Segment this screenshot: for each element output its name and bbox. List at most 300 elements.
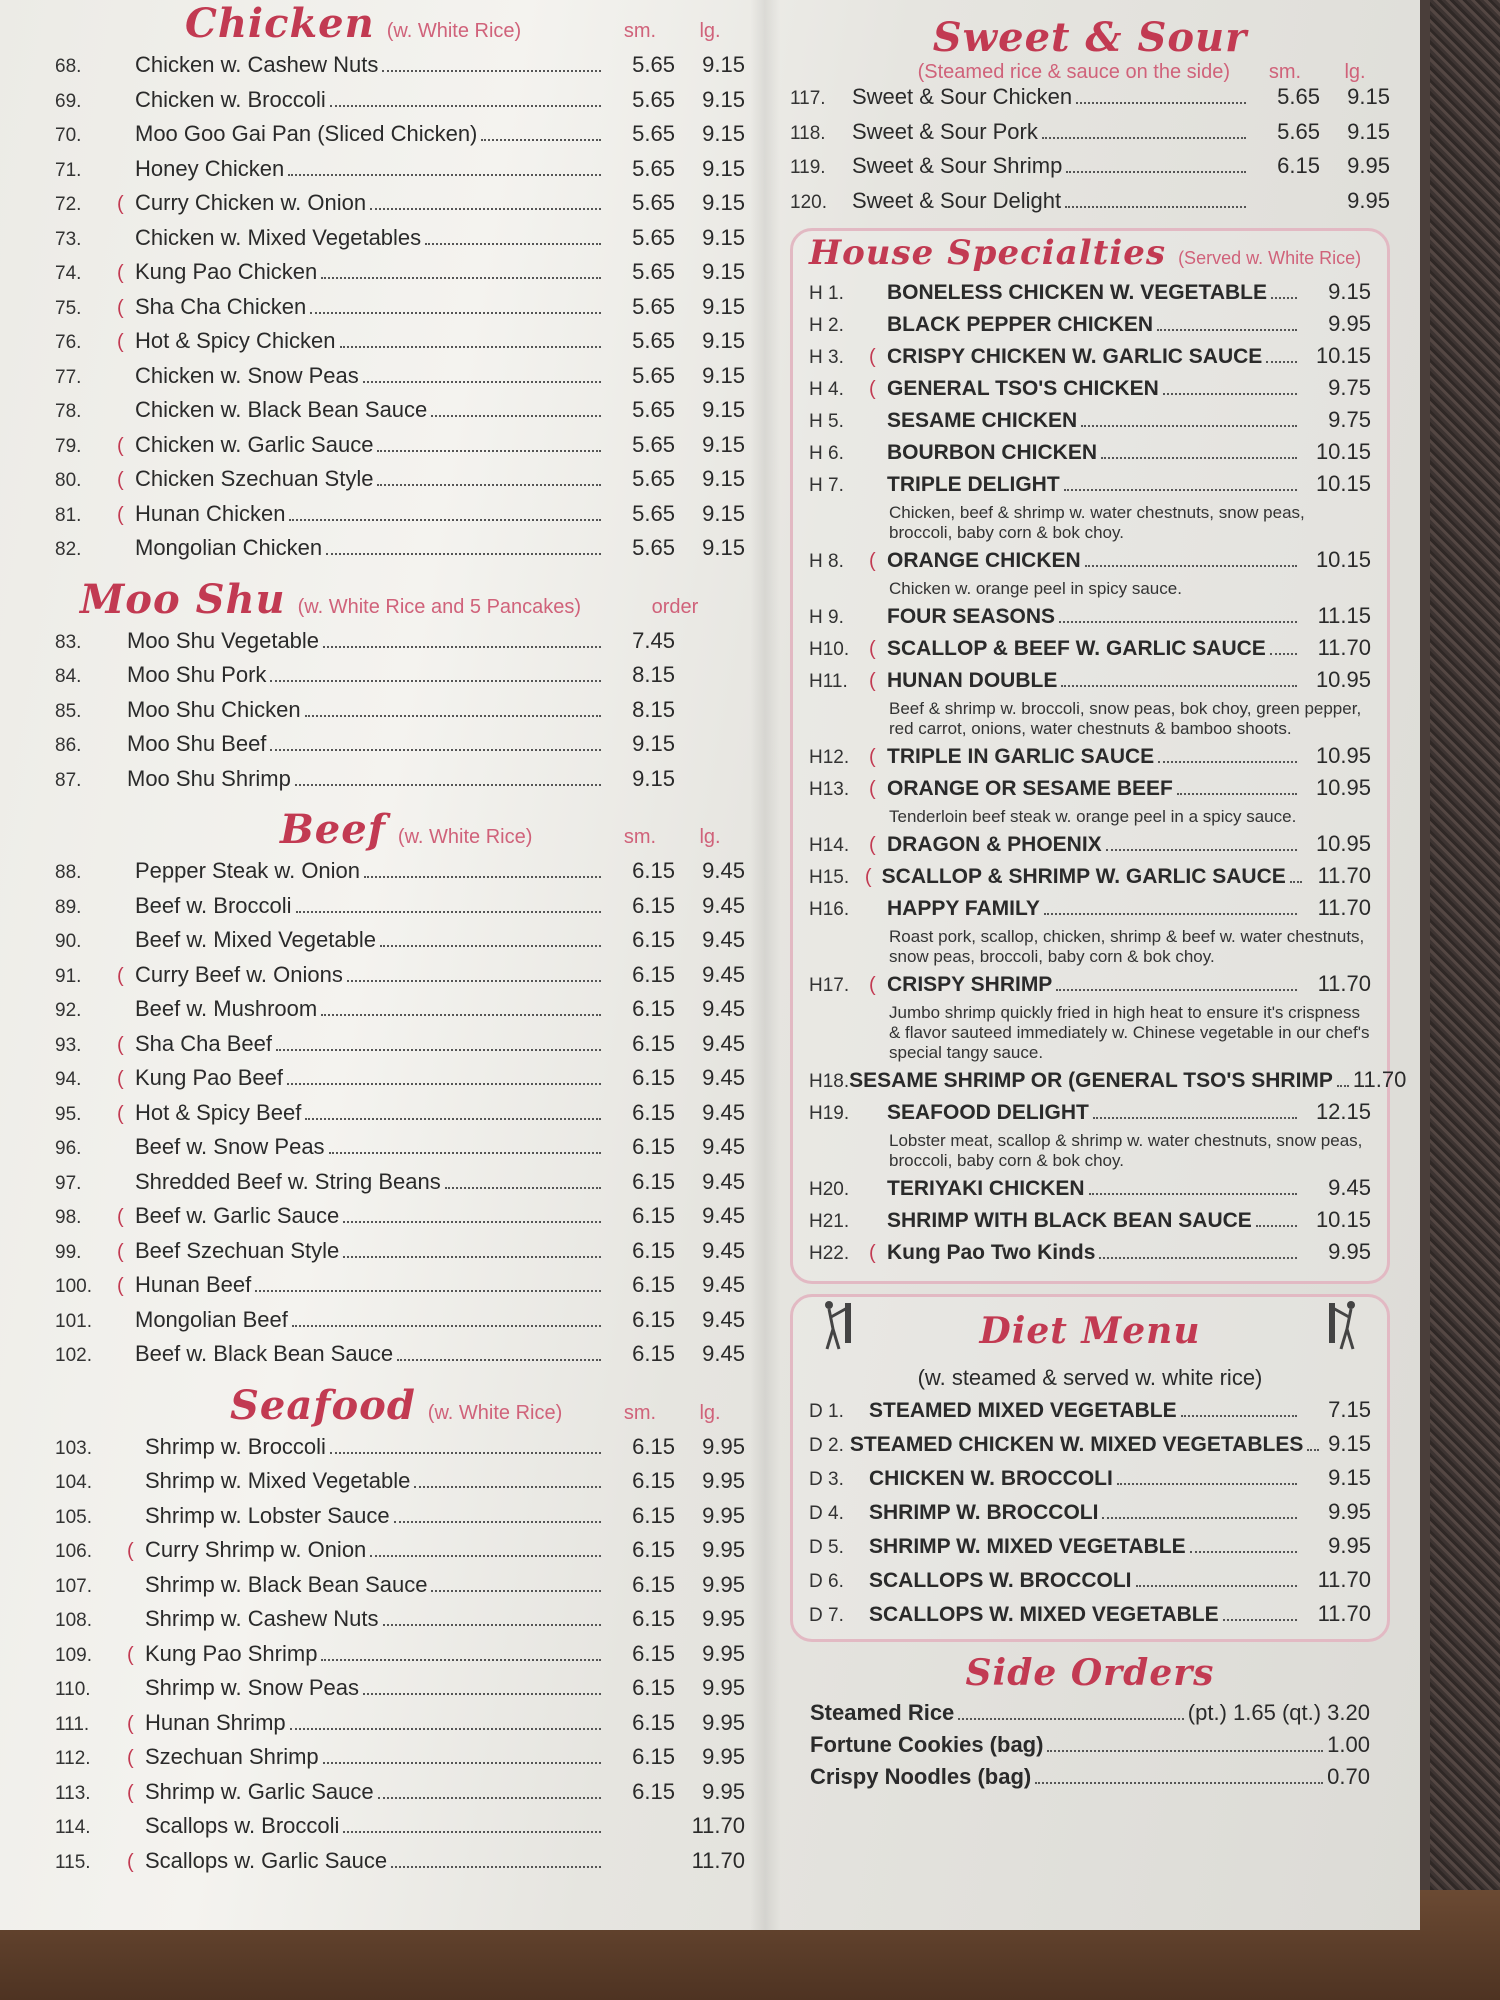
item-number: 113.	[55, 1782, 91, 1804]
item-number: H 5.	[809, 411, 844, 432]
menu-item	[55, 1710, 745, 1745]
item-number: H20.	[809, 1179, 850, 1200]
price-large: 9.45	[702, 1306, 745, 1332]
section-header	[55, 806, 745, 858]
spicy-icon: (	[127, 1747, 134, 1769]
section-header	[55, 576, 745, 628]
price-small: 5.65	[632, 328, 675, 353]
house-specialties-list	[809, 279, 1407, 1271]
price-large: 9.45	[702, 1099, 745, 1125]
item-number: 88.	[55, 862, 82, 883]
price-small: 5.65	[632, 190, 675, 215]
section-header	[55, 0, 745, 52]
item-description: Chicken, beef & shrimp w. water chestnuts, snow peas, broccoli, baby corn & bok choy.	[889, 503, 1305, 542]
price-small: 6.15	[632, 1606, 675, 1631]
dot-leader	[296, 911, 601, 913]
item-name: SHRIMP W. BROCCOLI	[869, 1501, 1099, 1524]
item-name: Sha Cha Beef	[135, 1030, 272, 1056]
item-name: Beef w. Snow Peas	[135, 1134, 325, 1159]
side-order-item	[810, 1732, 1370, 1764]
item-price: 10.15	[1315, 547, 1371, 572]
item-number: 108.	[55, 1610, 92, 1631]
item-name: SESAME SHRIMP OR (GENERAL TSO'S SHRIMP	[849, 1069, 1333, 1092]
item-number: 93.	[55, 1034, 82, 1056]
item-price: 9.15	[1328, 1431, 1371, 1456]
menu-item	[790, 153, 1390, 188]
item-price: 11.70	[1317, 1601, 1371, 1626]
price-small: 6.15	[632, 1744, 675, 1769]
item-name: Mongolian Beef	[135, 1306, 288, 1332]
menu-item	[809, 1533, 1371, 1567]
spicy-icon: (	[117, 1033, 124, 1056]
item-number: D 5.	[809, 1537, 844, 1558]
price-small: 6.15	[632, 892, 675, 918]
dot-leader	[321, 277, 601, 279]
dot-leader	[1061, 685, 1297, 687]
price-large: 9.95	[702, 1468, 745, 1493]
section-note: (Steamed rice & sauce on the side)	[917, 61, 1230, 83]
menu-item	[55, 466, 745, 501]
spicy-icon: (	[869, 550, 876, 572]
col-lg: lg.	[1344, 61, 1366, 83]
price-large: 9.95	[702, 1744, 745, 1769]
section-title: Moo Shu	[80, 575, 286, 623]
price-large: 9.15	[702, 397, 745, 422]
item-price: 9.95	[1328, 311, 1371, 336]
menu-item	[55, 52, 745, 87]
menu-item	[55, 1307, 745, 1342]
dot-leader	[343, 1221, 601, 1223]
price-small: 6.15	[632, 1571, 675, 1597]
spicy-icon: (	[117, 296, 124, 319]
dot-leader	[323, 1762, 601, 1764]
item-name: Mongolian Chicken	[135, 535, 323, 560]
item-name: FOUR SEASONS	[887, 605, 1056, 628]
menu-item	[55, 1065, 745, 1100]
col-sm: sm.	[623, 826, 657, 848]
spicy-icon: (	[127, 1712, 134, 1735]
dot-leader	[287, 1083, 601, 1085]
price-large: 9.45	[702, 1168, 745, 1194]
price-small: 6.15	[632, 1640, 675, 1666]
price-small: 5.65	[632, 259, 675, 284]
spicy-icon: (	[869, 746, 876, 768]
item-name: Moo Shu Shrimp	[127, 765, 291, 791]
item-name: Curry Chicken w. Onion	[135, 190, 367, 215]
price-large: 9.95	[1347, 153, 1390, 178]
item-price: 11.70	[1352, 1067, 1407, 1092]
menu-item	[809, 1099, 1371, 1131]
dot-leader	[1064, 489, 1297, 491]
section-title: Side Orders	[965, 1652, 1215, 1694]
item-number: D 3.	[809, 1469, 844, 1490]
price-large: 9.15	[1347, 84, 1390, 109]
item-name: CRISPY SHRIMP	[887, 973, 1053, 996]
dot-leader	[431, 415, 601, 417]
item-price: 10.95	[1315, 775, 1371, 800]
item-number: 114.	[55, 1817, 91, 1838]
menu-item	[55, 1503, 745, 1538]
dot-leader	[394, 1521, 601, 1523]
item-name: Kung Pao Shrimp	[145, 1640, 318, 1666]
spicy-icon: (	[869, 378, 876, 400]
spicy-icon: (	[869, 638, 876, 660]
item-number: 120.	[790, 191, 827, 213]
menu-item	[55, 1813, 745, 1848]
spicy-icon: (	[869, 670, 876, 692]
item-number: 91.	[55, 965, 82, 987]
item-number: H13.	[809, 779, 850, 800]
item-name: Chicken w. Broccoli	[135, 86, 326, 112]
menu-item	[55, 662, 675, 697]
item-name: SCALLOPS W. MIXED VEGETABLE	[869, 1603, 1219, 1626]
item-name: Chicken w. Snow Peas	[135, 362, 359, 388]
item-number: 102.	[55, 1345, 92, 1366]
dot-leader	[481, 139, 601, 141]
dot-leader	[1223, 1619, 1297, 1621]
item-name: Beef w. Black Bean Sauce	[135, 1341, 394, 1366]
menu-item	[809, 439, 1371, 471]
sweet-sour-list	[790, 84, 1390, 222]
price-large: 9.45	[702, 1237, 745, 1263]
section-title: House Specialties	[809, 233, 1167, 273]
menu-item	[809, 743, 1371, 775]
price-small: 5.65	[632, 224, 675, 250]
item-name: Hunan Beef	[135, 1272, 252, 1297]
item-name: Fortune Cookies (bag)	[810, 1732, 1044, 1757]
price-large: 9.45	[702, 1134, 745, 1159]
item-number: 68.	[55, 56, 82, 77]
spicy-icon: (	[117, 1240, 124, 1263]
item-name: SESAME CHICKEN	[887, 409, 1078, 432]
menu-item	[790, 119, 1390, 154]
menu-item	[55, 1537, 745, 1572]
dot-leader	[289, 519, 601, 521]
item-name: TRIPLE DELIGHT	[887, 473, 1060, 496]
item-name: Beef w. Garlic Sauce	[135, 1203, 340, 1228]
dot-leader	[382, 70, 601, 72]
price-large: 9.95	[702, 1433, 745, 1459]
dot-leader	[425, 243, 601, 245]
item-number: 95.	[55, 1103, 82, 1125]
item-price: 11.70	[1317, 635, 1371, 660]
section-header	[790, 14, 1390, 84]
item-name: Crispy Noodles (bag)	[810, 1764, 1032, 1789]
dot-leader	[330, 1452, 601, 1454]
item-description: Tenderloin beef steak w. orange peel in a spicy sauce.	[889, 807, 1297, 826]
item-number: 117.	[790, 88, 826, 109]
item-price: 0.70	[1327, 1764, 1370, 1789]
section-note: (w. White Rice)	[397, 826, 533, 848]
item-number: H18.	[809, 1071, 850, 1092]
item-number: 70.	[55, 125, 82, 146]
menu-item	[55, 1675, 745, 1710]
price-large: 9.15	[702, 155, 745, 181]
item-name: Beef w. Mixed Vegetable	[135, 927, 376, 952]
item-number: H 3.	[809, 347, 844, 368]
spicy-icon: (	[869, 974, 876, 996]
price-small: 5.65	[632, 362, 675, 388]
menu-item	[55, 535, 745, 570]
menu-item	[55, 1468, 745, 1503]
price-large: 9.15	[702, 293, 745, 319]
seafood-list	[55, 1434, 745, 1883]
item-number: H10.	[809, 639, 850, 660]
item-number: H12.	[809, 747, 850, 768]
price-large: 9.15	[702, 500, 745, 526]
item-description: Chicken w. orange peel in spicy sauce.	[889, 579, 1182, 598]
item-number: 69.	[55, 90, 82, 112]
price-small: 5.65	[632, 86, 675, 112]
dot-leader	[1044, 913, 1297, 915]
item-name: BLACK PEPPER CHICKEN	[887, 313, 1154, 336]
price-small: 6.15	[632, 1675, 675, 1700]
item-name: Moo Shu Chicken	[127, 696, 301, 722]
dot-leader	[363, 381, 601, 383]
price-large: 9.95	[702, 1675, 745, 1700]
col-order: order	[651, 595, 699, 618]
item-name: HUNAN DOUBLE	[887, 669, 1058, 692]
item-name: ORANGE OR SESAME BEEF	[887, 777, 1173, 800]
col-sm: sm.	[623, 20, 657, 42]
item-number: H 4.	[809, 379, 844, 400]
item-name: Beef w. Mushroom	[135, 996, 318, 1021]
price-large: 9.15	[702, 535, 745, 560]
chicken-list	[55, 52, 745, 570]
menu-item	[55, 328, 745, 363]
price-large: 9.45	[702, 1030, 745, 1056]
section-note: (Served w. White Rice)	[1178, 248, 1362, 268]
menu-item	[55, 628, 675, 663]
price-small: 5.65	[632, 52, 675, 77]
item-name: Curry Shrimp w. Onion	[145, 1537, 367, 1562]
item-number: 86.	[55, 735, 82, 756]
dot-leader	[1106, 849, 1297, 851]
menu-item	[55, 1169, 745, 1204]
dot-leader	[1307, 1449, 1319, 1451]
section-header	[809, 233, 1371, 279]
dot-leader	[1089, 1193, 1297, 1195]
menu-item	[790, 84, 1390, 119]
item-number: 109.	[55, 1644, 92, 1666]
price-large: 9.15	[702, 328, 745, 353]
item-number: 94.	[55, 1069, 82, 1090]
dot-leader	[1190, 1551, 1297, 1553]
item-number: 90.	[55, 931, 82, 952]
item-price: 11.15	[1317, 603, 1371, 628]
item-description: Roast pork, scallop, chicken, shrimp & beef w. water chestnuts, snow peas, broccoli, baby corn & bok choy.	[889, 927, 1365, 966]
spicy-icon: (	[117, 434, 124, 457]
price-large: 9.45	[702, 927, 745, 952]
dot-leader	[1102, 1517, 1297, 1519]
section-header	[790, 1652, 1390, 1700]
section-sweet-sour	[790, 14, 1390, 222]
item-price: 10.15	[1315, 471, 1371, 496]
dot-leader	[1266, 361, 1297, 363]
size-columns	[1250, 61, 1390, 84]
item-name: Moo Shu Vegetable	[127, 627, 320, 653]
price-small: 6.15	[632, 1709, 675, 1735]
dot-leader	[445, 1187, 601, 1189]
price-large: 9.15	[702, 86, 745, 112]
item-price: 11.70	[1317, 1567, 1371, 1592]
item-number: 100.	[55, 1276, 92, 1297]
item-price: 11.70	[1317, 971, 1371, 996]
price-small: 6.15	[632, 1341, 675, 1366]
dot-leader	[1085, 565, 1297, 567]
item-number: H14.	[809, 835, 850, 856]
item-name: CRISPY CHICKEN W. GARLIC SAUCE	[887, 345, 1263, 368]
spicy-icon: (	[127, 1540, 134, 1562]
price-large: 9.15	[702, 431, 745, 457]
menu-item	[55, 1434, 745, 1469]
menu-item	[55, 697, 675, 732]
price-large: 9.95	[702, 1778, 745, 1804]
dot-leader	[391, 1866, 601, 1868]
dot-leader	[383, 1624, 601, 1626]
item-name: Sweet & Sour Shrimp	[852, 153, 1063, 178]
price-small: 6.15	[632, 1030, 675, 1056]
section-side-orders	[790, 1652, 1390, 1796]
dot-leader	[1035, 1782, 1323, 1784]
section-beef	[55, 806, 745, 1376]
item-name: Sweet & Sour Delight	[852, 187, 1062, 213]
price-small: 6.15	[632, 961, 675, 987]
dot-leader	[1066, 171, 1246, 173]
dot-leader	[276, 1049, 601, 1051]
item-price: (pt.) 1.65 (qt.) 3.20	[1187, 1700, 1370, 1725]
menu-item	[55, 397, 745, 432]
section-moo-shu	[55, 576, 745, 801]
item-name: Hot & Spicy Chicken	[135, 328, 336, 353]
item-price: 9.75	[1328, 407, 1371, 432]
menu-item	[809, 775, 1371, 807]
menu-item	[809, 667, 1371, 699]
section-title: Seafood	[230, 1381, 416, 1429]
dot-leader	[1065, 206, 1246, 208]
item-number: 81.	[55, 504, 82, 526]
menu-item	[55, 1341, 745, 1376]
size-columns	[605, 1402, 745, 1425]
item-name: Beef Szechuan Style	[135, 1237, 340, 1263]
menu-item	[809, 603, 1371, 635]
spicy-icon: (	[127, 1643, 134, 1666]
item-name: GENERAL TSO'S CHICKEN	[887, 377, 1159, 400]
menu-item	[809, 1601, 1371, 1635]
item-number: D 1.	[809, 1401, 844, 1422]
item-name: Sweet & Sour Chicken	[852, 84, 1073, 109]
item-name: CHICKEN W. BROCCOLI	[869, 1467, 1113, 1490]
menu-item	[55, 501, 745, 536]
item-description: Beef & shrimp w. broccoli, snow peas, bok choy, green pepper, red carrot, onions, water chestnuts & bamboo shoots.	[889, 699, 1362, 738]
item-name: Shredded Beef w. String Beans	[135, 1168, 441, 1194]
price-small: 6.15	[632, 1134, 675, 1159]
item-number: 107.	[55, 1575, 92, 1597]
price-small: 6.15	[632, 1203, 675, 1228]
item-price: 11.70	[1317, 863, 1371, 888]
section-chicken	[55, 0, 745, 570]
price-small: 5.65	[632, 155, 675, 181]
menu-item	[55, 731, 675, 766]
item-name: Shrimp w. Garlic Sauce	[145, 1778, 374, 1804]
dot-leader	[958, 1718, 1184, 1720]
item-number: 101.	[55, 1310, 92, 1332]
item-number: D 2.	[809, 1435, 844, 1456]
price-large: 9.45	[702, 892, 745, 918]
price-large: 11.70	[691, 1847, 745, 1873]
dot-leader	[1059, 621, 1297, 623]
item-number: 110.	[55, 1679, 91, 1700]
menu-item	[809, 547, 1371, 579]
menu-item	[55, 1272, 745, 1307]
item-name: Scallops w. Garlic Sauce	[145, 1847, 388, 1873]
spicy-icon: (	[117, 1068, 124, 1090]
menu-item	[55, 121, 745, 156]
menu-item	[55, 87, 745, 122]
item-name: Shrimp w. Mixed Vegetable	[145, 1468, 411, 1493]
page-fold	[750, 0, 780, 1930]
item-number: 84.	[55, 666, 82, 687]
spicy-icon: (	[864, 866, 872, 888]
menu-item	[55, 1848, 745, 1883]
spicy-icon: (	[127, 1850, 134, 1873]
spicy-icon: (	[117, 469, 124, 491]
item-number: H22.	[809, 1243, 850, 1264]
item-number: H 2.	[809, 315, 844, 336]
price-large: 9.15	[702, 121, 745, 146]
menu-item	[809, 831, 1371, 863]
item-price: 10.15	[1315, 343, 1371, 368]
item-name: Chicken w. Cashew Nuts	[135, 52, 379, 77]
item-name: Shrimp w. Cashew Nuts	[145, 1606, 379, 1631]
menu-item	[55, 1572, 745, 1607]
item-name: Steamed Rice	[810, 1700, 955, 1725]
item-name: Hunan Chicken	[135, 500, 286, 526]
dot-leader	[270, 680, 601, 682]
price-small: 5.65	[632, 293, 675, 319]
item-name: HAPPY FAMILY	[887, 897, 1040, 920]
scale-figure-icon	[1311, 1299, 1371, 1363]
item-name: Chicken Szechuan Style	[135, 466, 374, 491]
price-large: 9.15	[702, 259, 745, 284]
price-large: 9.95	[702, 1606, 745, 1631]
item-price: 8.15	[632, 662, 675, 687]
menu-item	[809, 971, 1371, 1003]
menu-item	[55, 766, 675, 801]
item-price: 10.15	[1315, 439, 1371, 464]
item-number: 118.	[790, 122, 826, 144]
price-small: 6.15	[632, 927, 675, 952]
spicy-icon: (	[117, 331, 124, 353]
item-number: 83.	[55, 631, 82, 653]
item-name: Kung Pao Beef	[135, 1065, 284, 1090]
item-name: Chicken w. Garlic Sauce	[135, 431, 374, 457]
dot-leader	[370, 208, 601, 210]
item-name: SCALLOP & BEEF W. GARLIC SAUCE	[887, 637, 1266, 660]
menu-item	[809, 863, 1371, 895]
section-seafood	[55, 1382, 745, 1883]
beef-list	[55, 858, 745, 1376]
dot-leader	[321, 1659, 601, 1661]
item-name: Moo Shu Beef	[127, 731, 267, 756]
dot-leader	[329, 1152, 601, 1154]
item-number: 89.	[55, 896, 82, 918]
dot-leader	[1101, 457, 1297, 459]
spicy-icon: (	[117, 1206, 124, 1228]
dot-leader	[1042, 137, 1246, 139]
dot-leader	[1158, 761, 1297, 763]
item-price: 10.95	[1315, 831, 1371, 856]
